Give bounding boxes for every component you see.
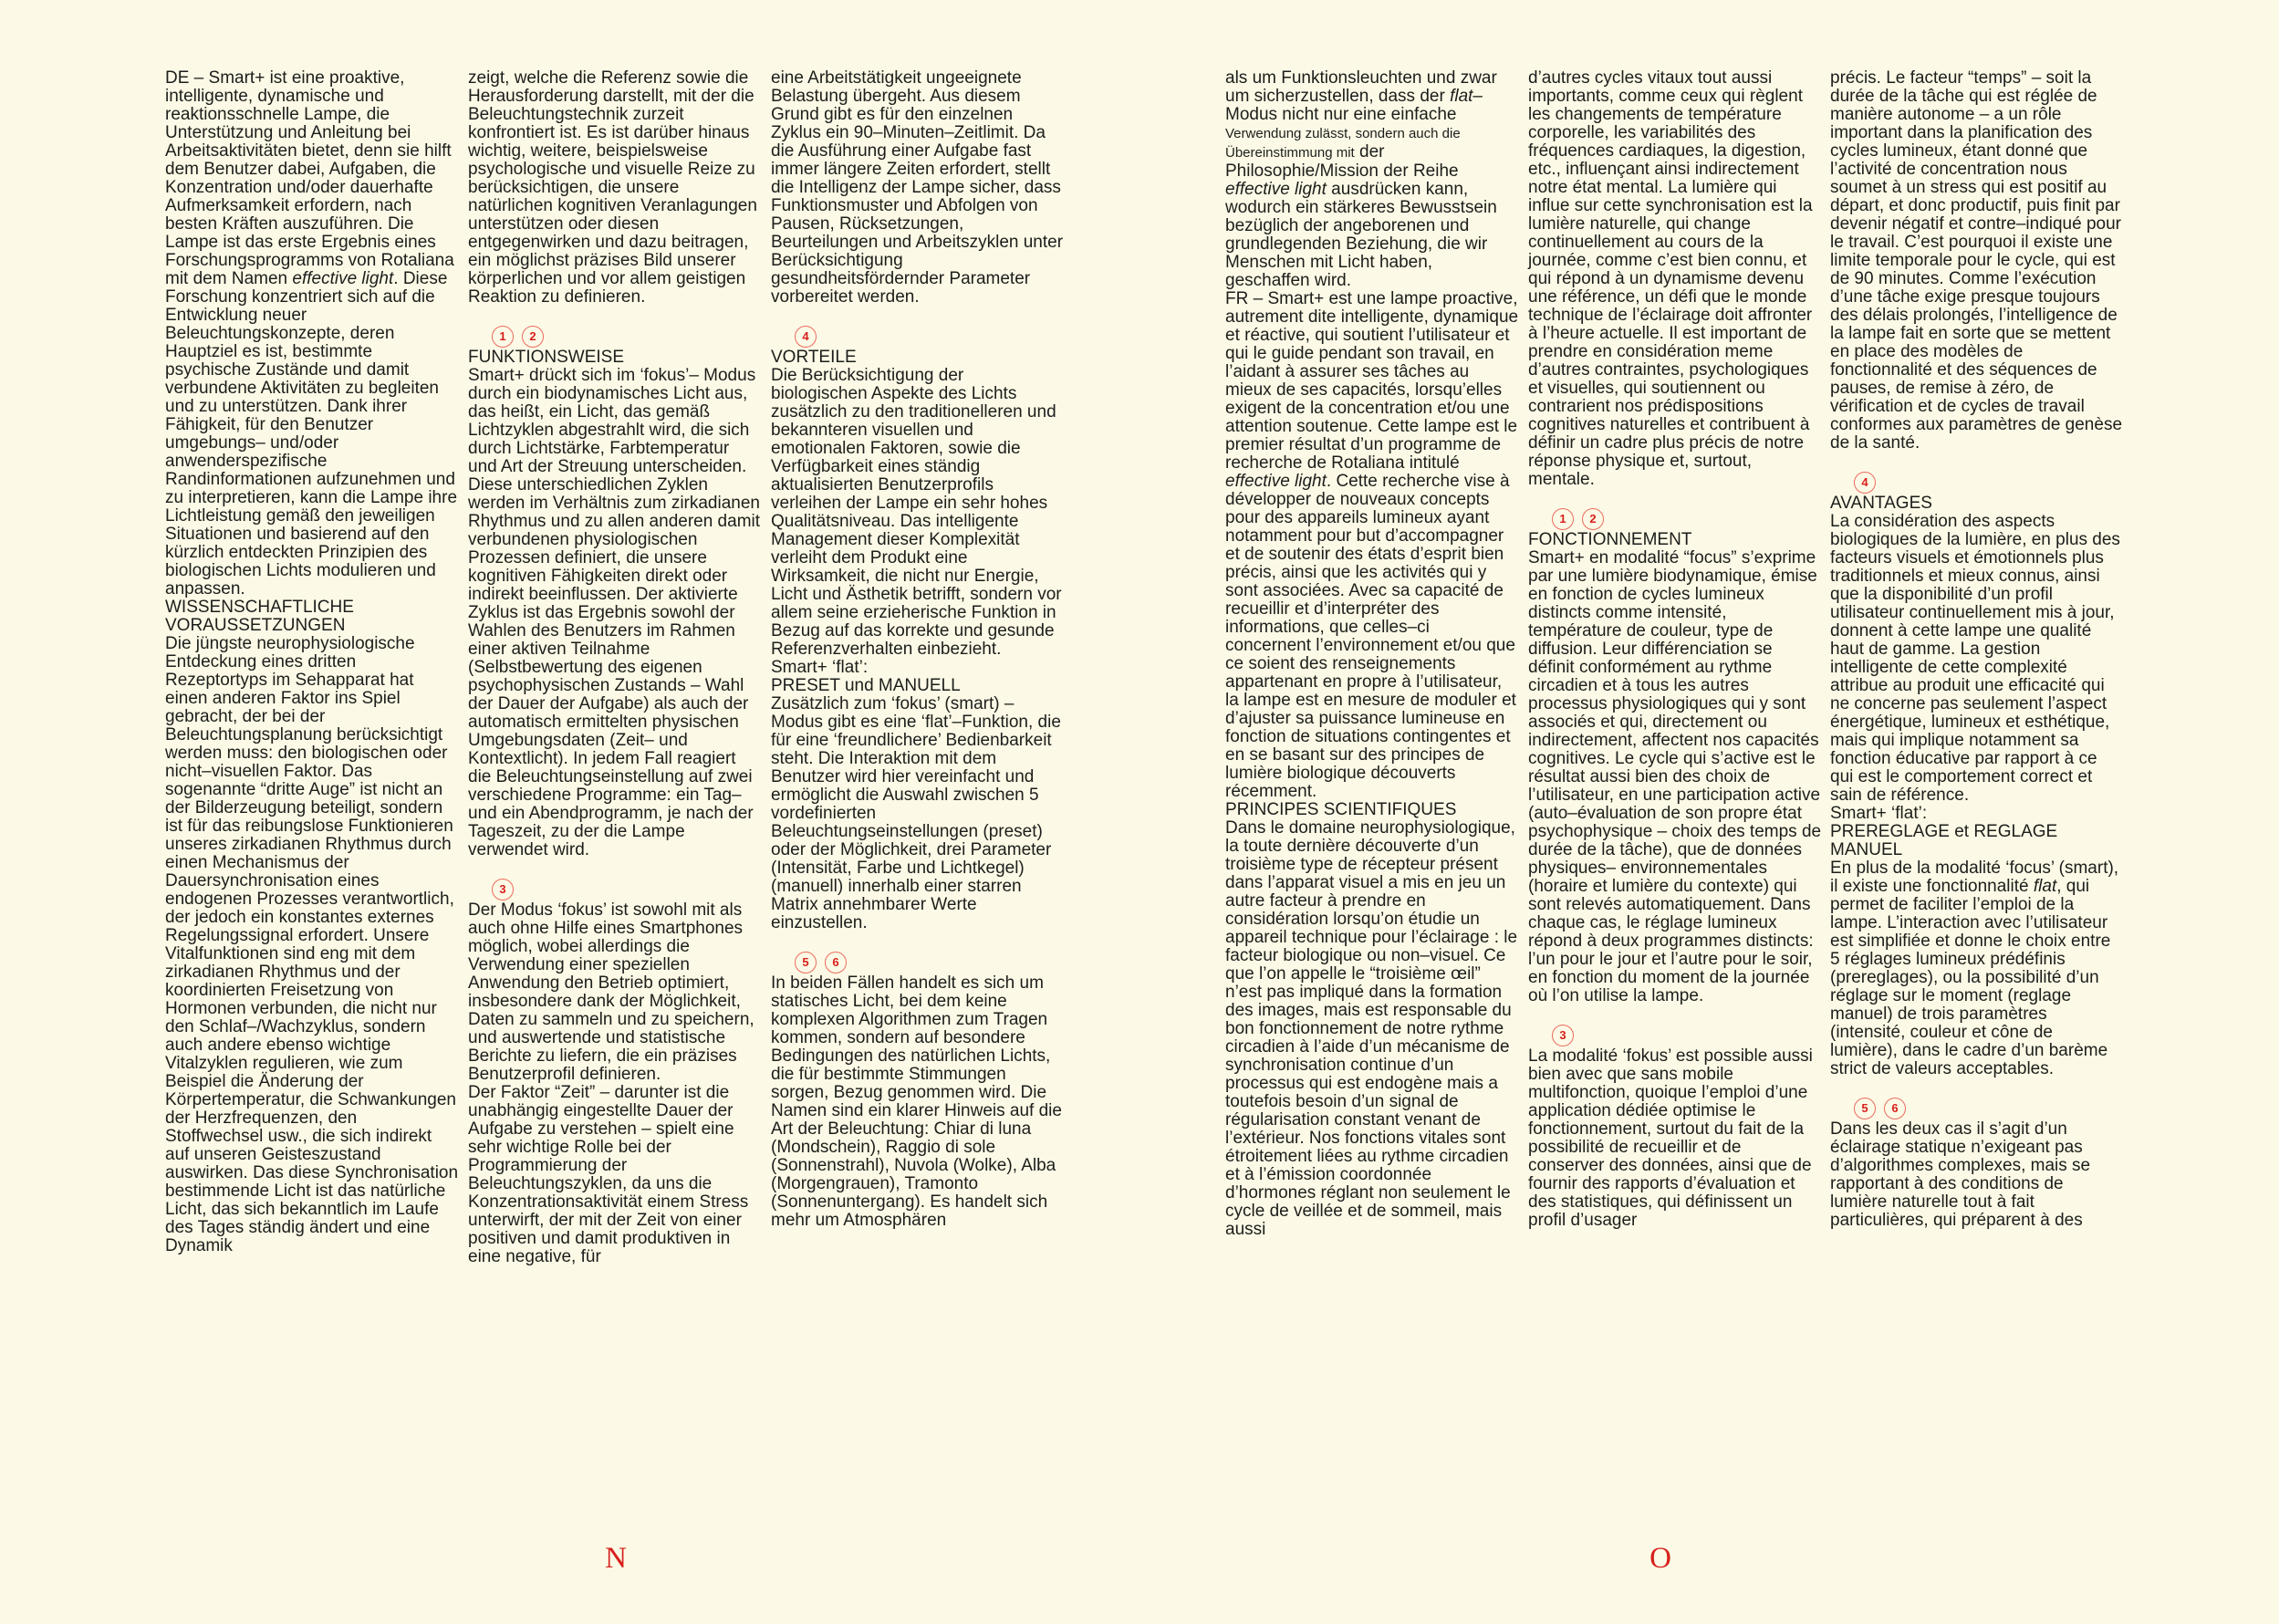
paragraph: zeigt, welche die Referenz sowie die Herausforderung darstellt, mit der die Beleuchtungstechnik zurzeit konfrontiert ist. Es ist darüber hinaus wichtig, weitere, beispielsweise psychologische und visuelle Reize zu berücksichtigen, die unsere natürlichen kognitiven Veranlagungen unterstützen oder diesen entgegenwirken und dazu beitragen, ein möglichst präzises Bild unserer körperlichen und vor allem geistigen Reaktion zu definieren.	[468, 68, 757, 307]
paragraph: Smart+ en modalité “focus” s’exprime par une lumière biodynamique, émise en fonction de cycles lumineux distincts comme intensité, température de couleur, type de diffusion. Leur différenciation se définit conformément au rythme circadien et à tous les autres processus physiologiques qui y sont associés et qui, directement ou indirectement, affectent nos capacités cognitives. Le cycle qui s’active est le résultat aussi bien des choix de l’utilisateur, en une participation active (auto–évaluation de son propre état psychophysique – choix des temps de durée de la tâche), que de données physiques– environnementales (horaire et lumière du contexte) qui sont relevés automatiquement. Dans chaque cas, le réglage lumineux répond à deux programmes distincts: l’un pour le jour et l’autre pour le soir, en fonction du moment de la journée où l’on utilise la lampe.	[1528, 548, 1822, 1005]
footnote-marker-5: 5	[795, 952, 817, 973]
footnote-markers	[1552, 1024, 1822, 1047]
paragraph: En plus de la modalité ‘focus’ (smart), il existe une fonctionnalité flat, qui permet de faciliter l’emploi de la lampe. L’interaction avec l’utilisateur est simplifiée et donne le choix entre 5 réglages lumineux prédéfinis (prereglages), ou la possibilité d’un réglage sur le moment (reglage manuel) de trois paramètres (intensité, couleur et cône de lumière), dans le cadre d’un barème strict de valeurs acceptables.	[1830, 859, 2119, 1078]
paragraph: In beiden Fällen handelt es sich um statisches Licht, bei dem keine komplexen Algorithmen zum Tragen kommen, sondern auf besondere Bedingungen des natürlichen Lichts, die für bestimmte Stimmungen sorgen, Bezug genommen wird. Die Namen sind ein klarer Hinweis auf die Art der Beleuchtung: Chiar di luna (Mondschein), Raggio di sole (Sonnenstrahl), Nuvola (Wolke), Alba (Morgengrauen), Tramonto (Sonnenuntergang). Es handelt sich mehr um Atmosphären	[771, 973, 1062, 1230]
section-heading: AVANTAGES	[1830, 494, 1932, 513]
footnote-marker-6: 6	[1884, 1098, 1906, 1119]
footnote-markers	[795, 325, 1065, 349]
sub-heading: Smart+ ‘flat’: PRESET und MANUELL	[771, 658, 961, 695]
paragraph: Dans le domaine neurophysiologique, la toute dernière découverte d’un troisième type de récepteur présent dans l’apparat visuel a mis en jeu un autre facteur à prendre en considération lorsqu’on étudie un appareil technique pour l’éclairage : le facteur biologique ou non–visuel. Ce que l’on appelle le “troisième œil” n’est pas impliqué dans la formation des images, mais est responsable du bon fonctionnement de notre rythme circadien à l’aide d’un mécanisme de synchronisation continue d’un processus qui est endogène mais a toutefois besoin d’un signal de régularisation constant venant de l’extérieur. Nos fonctions vitales sont étroitement liées au rythme circadien et à l’émission coordonnée d’hormones réglant non seulement le cycle de veillée et de sommeil, mais aussi	[1225, 818, 1518, 1239]
section-heading: WISSENSCHAFTLICHE VORAUSSETZUNGEN	[165, 598, 354, 635]
footnote-markers	[795, 951, 1065, 974]
footnote-marker-5: 5	[1854, 1098, 1876, 1119]
footnote-marker-1: 1	[1552, 508, 1574, 530]
section-heading: FONCTIONNEMENT	[1528, 530, 1692, 549]
paragraph: als um Funktionsleuchten und zwar um sicherzustellen, dass der flat–Modus nicht nur eine einfache Verwendung zulässt, sondern auch die Übereinstimmung mit der Philosophie/Mission der Reihe effective light ausdrücken kann, wodurch ein stärkeres Bewusstsein bezüglich der angeborenen und grundlegenden Beziehung, die wir Menschen mit Licht haben, geschaffen wird.	[1225, 68, 1497, 290]
paragraph: d’autres cycles vitaux tout aussi importants, comme ceux qui règlent les changements de température corporelle, les variabilités des fréquences cardiaques, la digestion, etc., influençant ainsi indirectement notre état mental. La lumière qui influe sur cette synchronisation est la lumière naturelle, qui change continuellement au cours de la journée, comme c’est bien connu, et qui répond à un dynamisme devenu une référence, un défi que le monde technique de l’éclairage doit affronter à l’heure actuelle. Il est important de prendre en considération meme d’autres contraintes, psychologiques et visuelles, qui soutiennent ou contrarient nos prédispositions cognitives naturelles et contribuent à définir un cadre plus précis de notre réponse physique et, surtout, mentale.	[1528, 68, 1813, 489]
footnote-marker-2: 2	[1582, 508, 1604, 530]
footnote-marker-2: 2	[522, 326, 544, 348]
paragraph: eine Arbeitstätigkeit ungeeignete Belastung übergeht. Aus diesem Grund gibt es für den einzelnen Zyklus ein 90–Minuten–Zeitlimit. Da die Ausführung einer Aufgabe fast immer längere Zeiten erfordert, stellt die Intelligenz der Lampe sicher, dass Funktionsmuster und Abfolgen von Pausen, Rücksetzungen, Beurteilungen und Arbeitszyklen unter Berücksichtigung gesundheitsfördernder Parameter vorbereitet werden.	[771, 68, 1064, 307]
paragraph: Die jüngste neurophysiologische Entdeckung eines dritten Rezeptortyps im Sehapparat hat einen anderen Faktor ins Spiel gebracht, der bei der Beleuchtungsplanung berücksichtigt werden muss: den biologischen oder nicht–visuellen Faktor. Das sogenannte “dritte Auge” ist nicht an der Bilderzeugung beteiligt, sondern ist für das reibungslose Funktionieren unseres zirkadianen Rhythmus durch einen Mechanismus der Dauersynchronisation eines endogenen Prozesses verantwortlich, der jedoch ein konstantes externes Regelungssignal erfordert. Unsere Vitalfunktionen sind eng mit dem zirkadianen Rhythmus und der koordinierten Freisetzung von Hormonen verbunden, die nicht nur den Schlaf–/Wachzyklus, sondern auch andere ebenso wichtige Vitalzyklen regulieren, wie zum Beispiel die Änderung der Körpertemperatur, die Schwankungen der Herzfrequenzen, den Stoffwechsel usw., die sich indirekt auf unseren Geisteszustand auswirken. Das diese Synchronisation bestimmende Licht ist das natürliche Licht, das sich bekanntlich im Laufe des Tages ständig ändert und eine Dynamik	[165, 634, 459, 1255]
section-heading: PRINCIPES SCIENTIFIQUES	[1225, 800, 1457, 819]
text-column-fr-1	[1225, 69, 1519, 1239]
footnote-marker-4: 4	[795, 326, 817, 348]
footnote-marker-1: 1	[492, 326, 514, 348]
text-column-de-1	[165, 69, 459, 1255]
text-column-fr-2	[1528, 69, 1822, 1230]
paragraph: Zusätzlich zum ‘fokus’ (smart) – Modus gibt es eine ‘flat’–Funktion, die für eine ‘freundlichere’ Bedienbarkeit steht. Die Interaktion mit dem Benutzer wird hier vereinfacht und ermöglicht die Auswahl zwischen 5 vordefinierten Beleuchtungseinstellungen (preset) oder der Möglichkeit, drei Parameter (Intensität, Farbe und Lichtkegel) (manuell) innerhalb einer starren Matrix annehmbarer Werte einzustellen.	[771, 694, 1061, 932]
footnote-marker-3: 3	[492, 879, 514, 900]
paragraph: précis. Le facteur “temps” – soit la durée de la tâche qui est réglée de manière autonome – a un rôle important dans la planification des cycles lumineux, étant donné que l’activité de concentration nous soumet à un stress qui est positif au départ, et donc productif, puis finit par devenir négatif et contre–indiqué pour le travail. C’est pourquoi il existe une limite temporale pour le cycle, qui est de 90 minutes. Comme l’exécution d’une tâche exige presque toujours des délais prolongés, l’intelligence de la lampe fait en sorte que se mettent en place des modèles de fonctionnalité et des séquences de pauses, de remise à zéro, de vérification et de cycles de travail conformes aux paramètres de genèse de la santé.	[1830, 68, 2123, 453]
paragraph: DE – Smart+ ist eine proaktive, intelligente, dynamische und reaktionsschnelle Lampe, die Unterstützung und Anleitung bei Arbeitsaktivitäten bietet, denn sie hilft dem Benutzer dabei, Aufgaben, die Konzentration und/oder dauerhafte Aufmerksamkeit erfordern, nach besten Kräften auszuführen. Die Lampe ist das erste Ergebnis eines Forschungsprogramms von Rotaliana mit dem Namen effective light. Diese Forschung konzentriert sich auf die Entwicklung neuer Beleuchtungskonzepte, deren Hauptziel es ist, bestimmte psychische Zustände und damit verbundene Aktivitäten zu begleiten und zu unterstützen. Dank ihrer Fähigkeit, für den Benutzer umgebungs– und/oder anwenderspezifische Randinformationen aufzunehmen und zu interpretieren, kann die Lampe ihre Lichtleistung gemäß den jeweiligen Situationen und basierend auf den kürzlich entdeckten Prinzipien des biologischen Lichts modulieren und anpassen.	[165, 68, 458, 599]
paragraph: Smart+ drückt sich im ‘fokus’– Modus durch ein biodynamisches Licht aus, das heißt, ein Licht, das gemäß Lichtzyklen abgestrahlt wird, die sich durch Lichtstärke, Farbtemperatur und Art der Streuung unterscheiden. Diese unterschiedlichen Zyklen werden im Verhältnis zum zirkadianen Rhythmus und zu allen anderen damit verbundenen physiologischen Prozessen definiert, die unsere kognitiven Fähigkeiten direkt oder indirekt beeinflussen. Der aktivierte Zyklus ist das Ergebnis sowohl der Wahlen des Benutzers im Rahmen einer aktiven Teilnahme (Selbstbewertung des eigenen psychophysischen Zustands – Wahl der Dauer der Aufgabe) als auch der automatisch ermittelten physischen Umgebungsdaten (Zeit– und Kontextlicht). In jedem Fall reagiert die Beleuchtungseinstellung auf zwei verschiedene Programme: ein Tag– und ein Abendprogramm, je nach der Tageszeit, zu der die Lampe verwendet wird.	[468, 366, 761, 859]
footnote-markers	[1552, 507, 1822, 531]
footnote-markers	[1854, 1097, 2124, 1120]
paragraph: Dans les deux cas il s’agit d’un éclairage statique n’exigeant pas d’algorithmes complexes, mais se rapportant à des conditions de lumière naturelle tout à fait particulières, qui préparent à des	[1830, 1119, 2091, 1230]
text-column-de-2	[468, 69, 762, 1266]
footnote-marker-4: 4	[1854, 472, 1876, 494]
page-letter-right: O	[1649, 1542, 1671, 1575]
footnote-markers	[1854, 471, 2124, 494]
page-letter-left: N	[605, 1542, 627, 1575]
sub-heading: Smart+ ‘flat’: PREREGLAGE et REGLAGE MANUEL	[1830, 804, 2058, 859]
footnote-markers	[492, 325, 762, 349]
paragraph: La modalité ‘fokus’ est possible aussi bien avec que sans mobile multifonction, quoique l’emploi d’une application dédiée optimise le fonctionnement, surtout du fait de la possibilité de recueillir et de conserver des données, ainsi que de fournir des rapports d’évaluation et des statistiques, qui définissent un profil d’usager	[1528, 1046, 1813, 1230]
section-heading: FUNKTIONSWEISE	[468, 348, 625, 367]
paragraph: FR – Smart+ est une lampe proactive, autrement dite intelligente, dynamique et réactive, qui soutient l’utilisateur et qui le guide pendant son travail, en l’aidant à assurer ses tâches au mieux de ses capacités, lorsqu’elles exigent de la concentration et/ou une attention soutenue. Cette lampe est le premier résultat d’un programme de recherche de Rotaliana intitulé effective light. Cette recherche vise à développer de nouveaux concepts pour des appareils lumineux ayant notamment pour but d’accompagner et de soutenir des états d’esprit bien précis, ainsi que les activités qui y sont associées. Avec sa capacité de recueillir et d’interpréter des informations, que celles–ci concernent l’environnement et/ou que ce soient des renseignements appartenant en propre à l’utilisateur, la lampe est en mesure de moduler et d’ajuster sa puissance lumineuse en fonction de situations contingentes et en se basant sur des principes de lumière biologique découverts récemment.	[1225, 289, 1519, 801]
paragraph: Die Berücksichtigung der biologischen Aspekte des Lichts zusätzlich zu den traditionelleren und bekannteren visuellen und emotionalen Faktoren, sowie die Verfügbarkeit eines ständig aktualisierten Benutzerprofils verleihen der Lampe ein sehr hohes Qualitätsniveau. Das intelligente Management dieser Komplexität verleiht dem Produkt eine Wirksamkeit, die nicht nur Energie, Licht und Ästhetik betrifft, sondern vor allem seine erzieherische Funktion in Bezug auf das korrekte und gesunde Referenzverhalten einbezieht.	[771, 366, 1062, 659]
paragraph: Der Modus ‘fokus’ ist sowohl mit als auch ohne Hilfe eines Smartphones möglich, wobei allerdings die Verwendung einer speziellen Anwendung den Betrieb optimiert, insbesondere dank der Möglichkeit, Daten zu sammeln und zu speichern, und auswertende und statistische Berichte zu liefern, die ein präzises Benutzerprofil definieren. Der Faktor “Zeit” – darunter ist die unabhängig eingestellte Dauer der Aufgabe zu verstehen – spielt eine sehr wichtige Rolle bei der Programmierung der Beleuchtungszyklen, da uns die Konzentrationsaktivität einem Stress unterwirft, der mit der Zeit von einer positiven und damit produktiven in eine negative, für	[468, 900, 754, 1266]
text-column-fr-3	[1830, 69, 2124, 1230]
paragraph: La considération des aspects biologiques de la lumière, en plus des facteurs visuels et émotionnels plus traditionnels et mieux connus, ainsi que la disponibilité d’un profil utilisateur continuellement mis à jour, donnent à cette lampe une qualité haut de gamme. La gestion intelligente de cette complexité attribue au produit une efficacité qui ne concerne pas seulement l’aspect énergétique, lumineux et esthétique, mais qui implique notamment sa fonction éducative par rapport à ce qui est le comportement correct et sain de référence.	[1830, 512, 2120, 805]
text-column-de-3	[771, 69, 1065, 1230]
section-heading: VORTEILE	[771, 348, 857, 367]
footnote-marker-3: 3	[1552, 1025, 1574, 1046]
footnote-marker-6: 6	[825, 952, 847, 973]
footnote-markers	[492, 878, 762, 901]
